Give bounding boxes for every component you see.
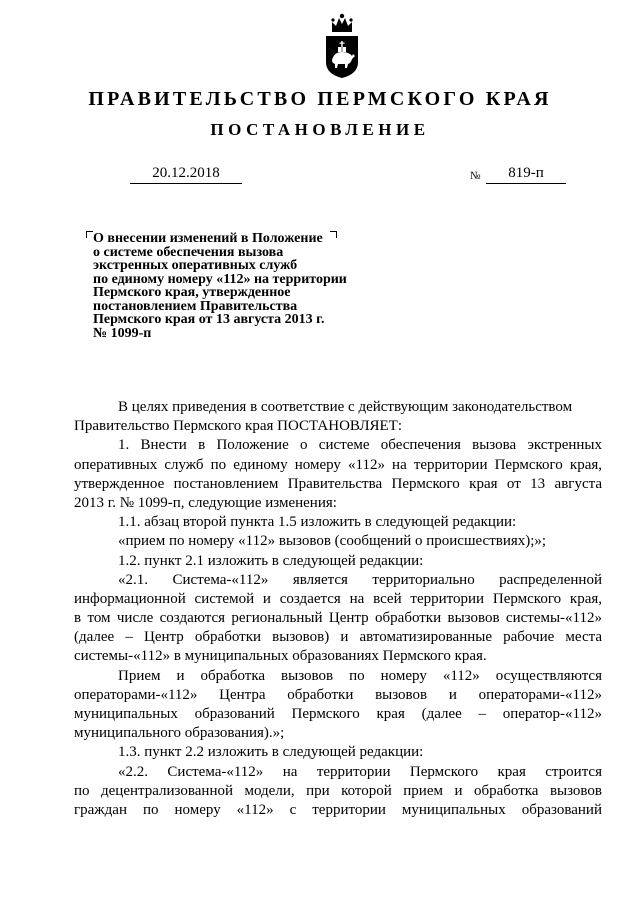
body-line: 1.3. пункт 2.2 изложить в следующей редакции: [118,744,424,761]
body-line: 1.1. абзац второй пункта 1.5 изложить в следующей редакции: [118,514,517,531]
body-line: утвержденное постановлением Правительства Пермского края от 13 августа [74,475,602,492]
body-line: «2.1. Система-«112» является территориально распределенной [118,571,602,588]
document-number: 819-п [486,163,566,184]
document-type: ПОСТАНОВЛЕНИЕ [210,120,430,139]
subject-line: № 1099-п [93,325,152,341]
subject-line: о системе обеспечения вызова [93,244,284,260]
subject-line: О внесении изменений в Положение [93,231,323,246]
document-body [74,398,602,820]
document-subject [93,232,383,340]
body-line: муниципальных образований Пермского края (далее – оператор-«112» [74,706,602,722]
body-line: 2013 г. № 1099-п, следующие изменения: [74,494,337,511]
subject-line: экстренных оперативных служб [93,258,298,273]
body-line: по децентрализованной модели, при которой прием и обработка вызовов [74,782,602,799]
body-line: в том числе создаются региональный Центр обработки вызовов системы-«112» [74,610,602,627]
organization-title: ПРАВИТЕЛЬСТВО ПЕРМСКОГО КРАЯ [88,88,552,110]
body-line: операторами-«112» Центра обработки вызовов и операторами-«112» [74,686,602,703]
body-line: системы-«112» в муниципальных образованиях Пермского края. [74,648,487,665]
body-line: 1. Внести в Положение о системе обеспечения вызова экстренных [118,437,602,454]
body-line: оперативных служб по единому номеру «112» на территории Пермского края, [74,456,602,473]
body-line: Правительство Пермского края ПОСТАНОВЛЯЕТ: [74,418,403,435]
subject-bracket-left [86,231,93,238]
coat-of-arms-icon [322,10,362,80]
body-line: информационной системой и создается на всей территории Пермского края, [74,590,602,607]
body-line: «прием по номеру «112» вызовов (сообщений о происшествиях);»; [118,533,547,550]
document-date: 20.12.2018 [130,163,242,184]
body-line: 1.2. пункт 2.1 изложить в следующей редакции: [118,552,424,569]
subject-line: по единому номеру «112» на территории [93,271,347,287]
body-line: муниципального образования).»; [74,725,285,742]
subject-line: постановлением Правительства [93,298,298,314]
number-label: № [470,170,481,182]
subject-line: Пермского края, утвержденное [93,285,291,300]
body-line: «2.2. Система-«112» на территории Пермского края строится [118,763,602,780]
body-line: Прием и обработка вызовов по номеру «112» осуществляются [118,667,602,684]
body-line: граждан по номеру «112» с территории муниципальных образований [74,801,602,818]
body-line: В целях приведения в соответствие с действующим законодательством [118,399,573,415]
body-line: (далее – Центр обработки вызовов) и автоматизированные рабочие места [74,629,602,646]
subject-line: Пермского края от 13 августа 2013 г. [93,312,325,327]
